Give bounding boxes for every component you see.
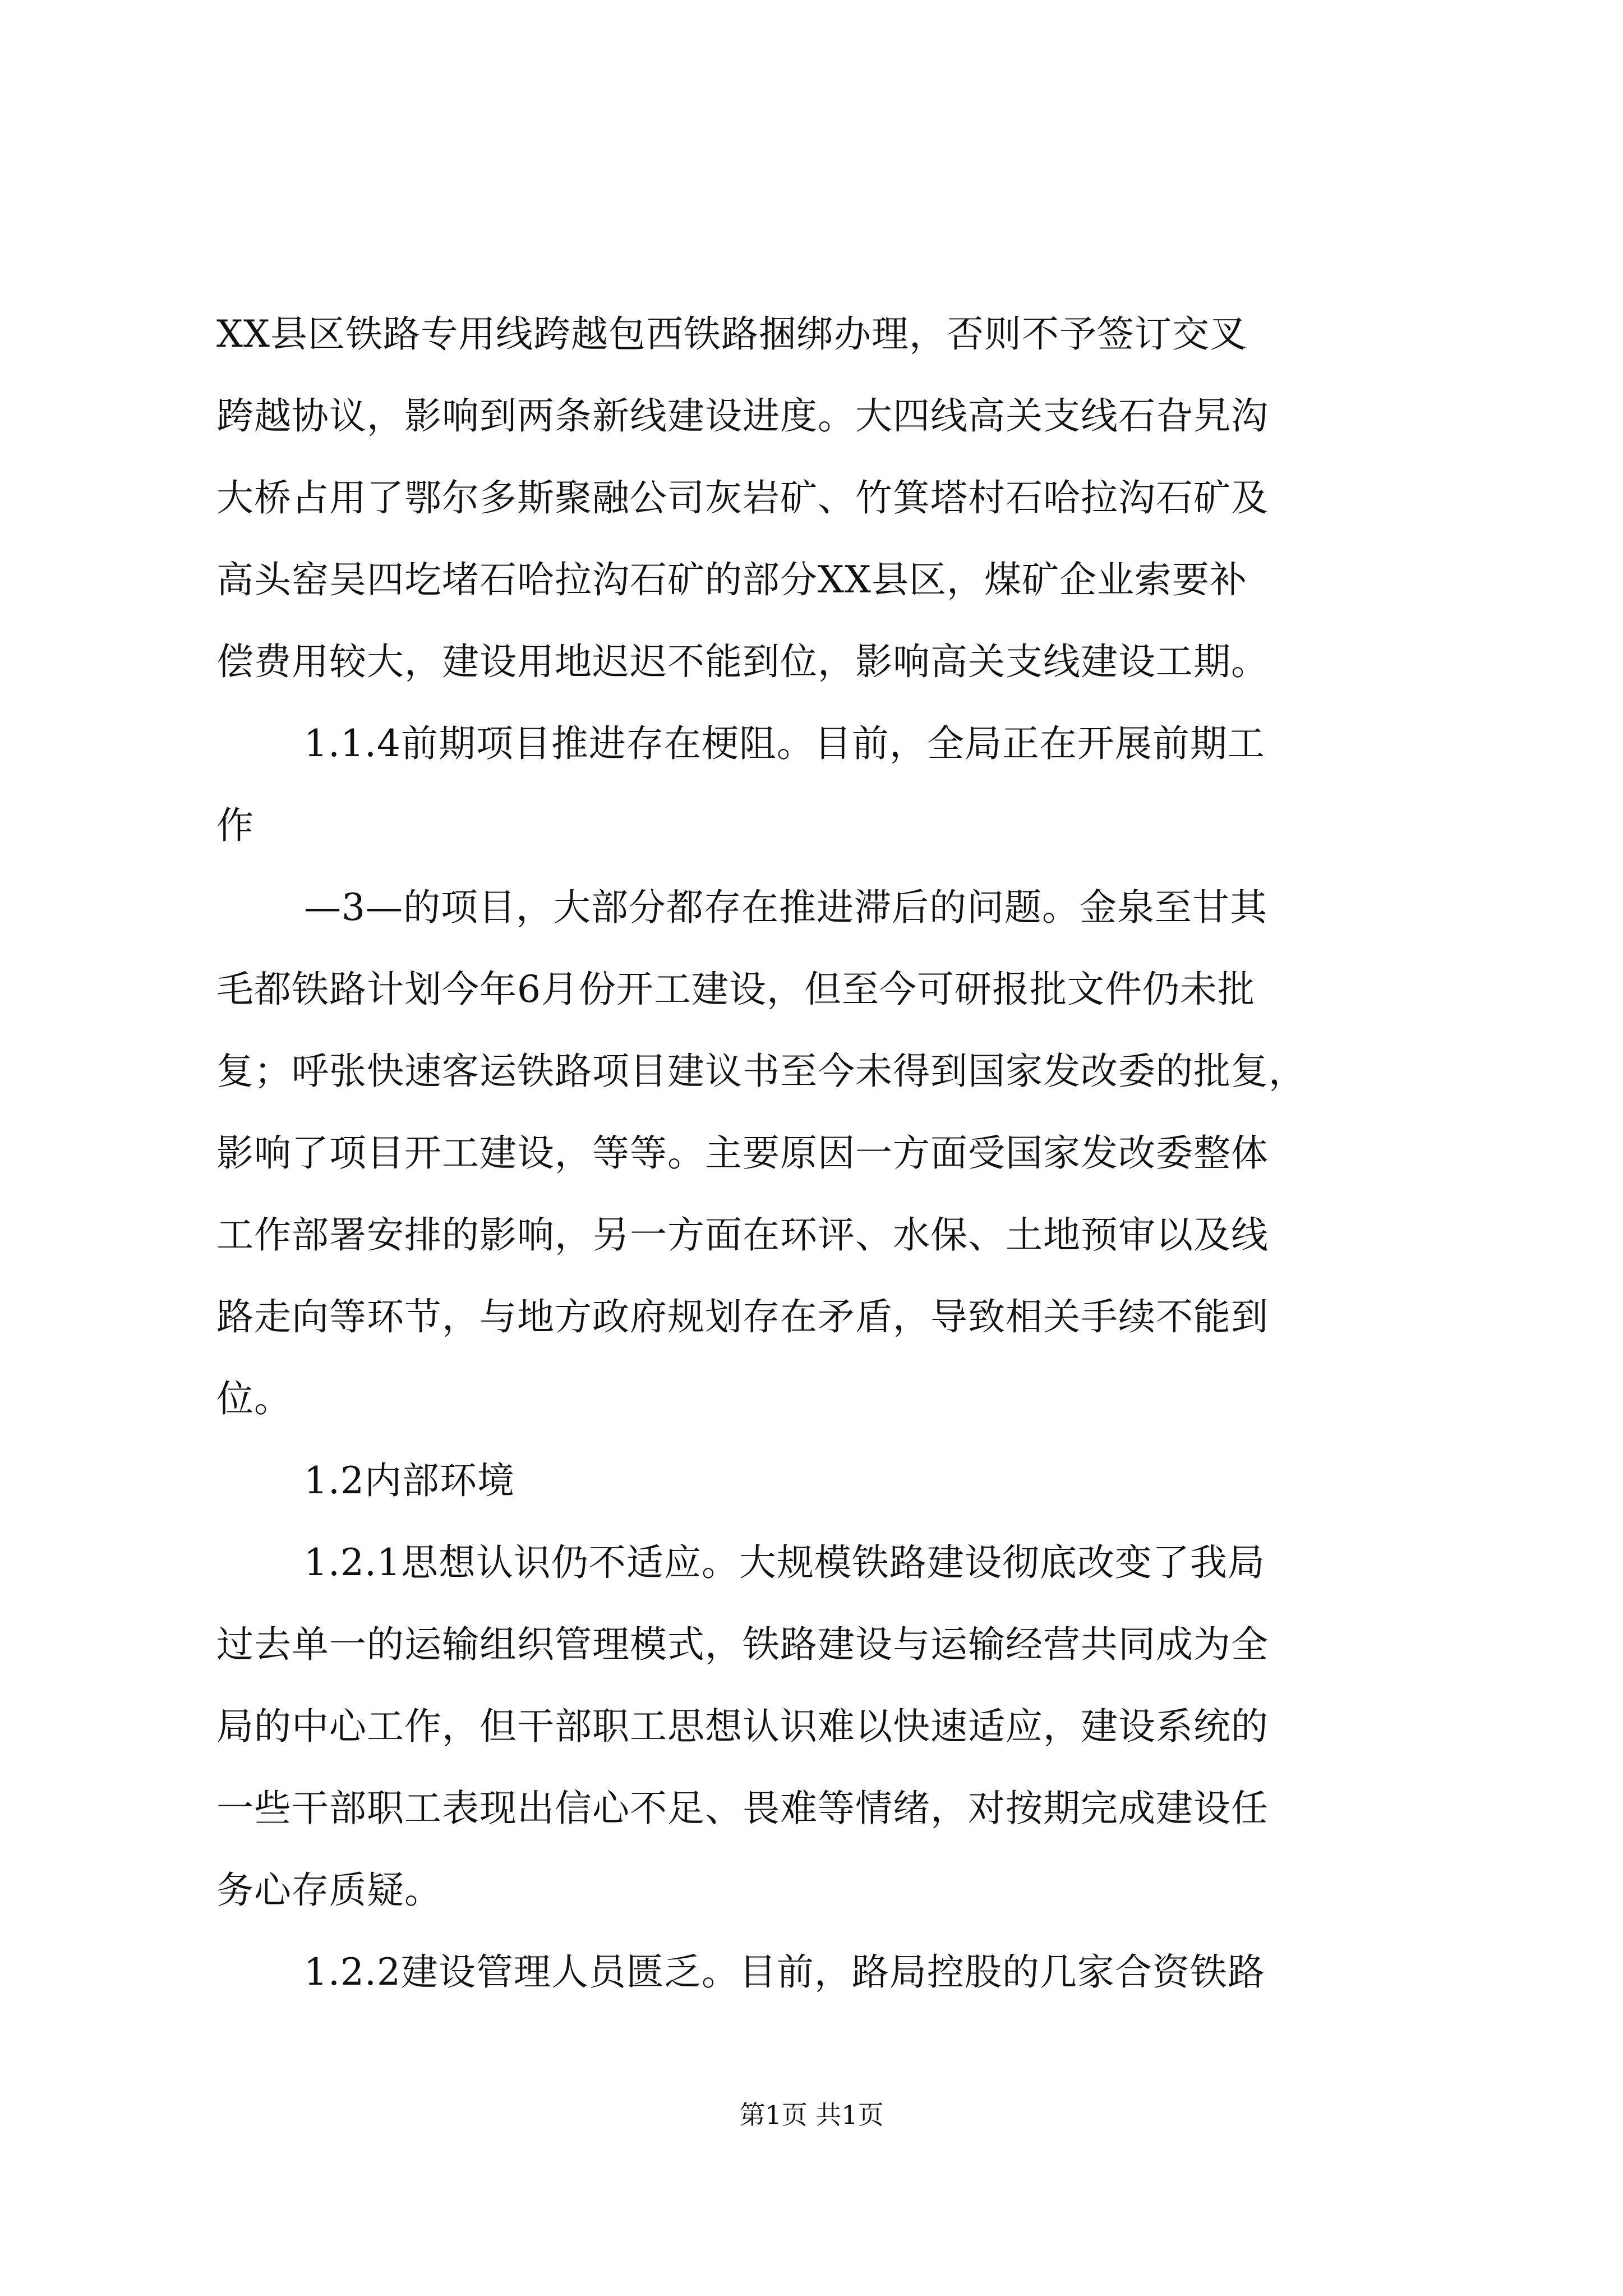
- paragraph-line: —3—的项目，大部分都存在推进滞后的问题。金泉至甘其: [304, 886, 1267, 929]
- paragraph-line: 位。: [216, 1377, 292, 1420]
- paragraph-line: 一些干部职工表现出信心不足、畏难等情绪，对按期完成建设任: [216, 1787, 1269, 1830]
- page-footer: 第1页 共1页: [739, 2100, 884, 2130]
- paragraph-line: 1.1.4前期项目推进存在梗阻。目前，全局正在开展前期工: [304, 722, 1265, 765]
- paragraph-line: 工作部署安排的影响，另一方面在环评、水保、土地预审以及线: [216, 1213, 1269, 1257]
- paragraph-line: 1.2.2建设管理人员匮乏。目前，路局控股的几家合资铁路: [304, 1950, 1265, 1994]
- paragraph-line: 过去单一的运输组织管理模式，铁路建设与运输经营共同成为全: [216, 1623, 1269, 1666]
- paragraph-line: 毛都铁路计划今年6月份开工建设，但至今可研报批文件仍未批: [216, 968, 1255, 1011]
- paragraph-line: 务心存质疑。: [216, 1869, 442, 1912]
- section-heading: 1.2内部环境: [304, 1459, 515, 1502]
- paragraph-line: 大桥占用了鄂尔多斯聚融公司灰岩矿、竹箕塔村石哈拉沟石矿及: [216, 476, 1269, 519]
- paragraph-line: 偿费用较大，建设用地迟迟不能到位，影响高关支线建设工期。: [216, 640, 1269, 683]
- paragraph-line: XX县区铁路专用线跨越包西铁路捆绑办理，否则不予签订交叉: [216, 312, 1247, 356]
- paragraph-line: 路走向等环节，与地方政府规划存在矛盾，导致相关手续不能到: [216, 1295, 1269, 1338]
- paragraph-line: 影响了项目开工建设，等等。主要原因一方面受国家发改委整体: [216, 1131, 1269, 1175]
- paragraph-line: 作: [216, 804, 254, 847]
- paragraph-line: 跨越协议，影响到两条新线建设进度。大四线高关支线石旮旯沟: [216, 394, 1269, 438]
- paragraph-line: 1.2.1思想认识仍不适应。大规模铁路建设彻底改变了我局: [304, 1541, 1265, 1584]
- paragraph-line: 局的中心工作，但干部职工思想认识难以快速适应，建设系统的: [216, 1705, 1269, 1748]
- paragraph-line: 复；呼张快速客运铁路项目建议书至今未得到国家发改委的批复，: [216, 1050, 1306, 1093]
- paragraph-line: 高头窑吴四圪堵石哈拉沟石矿的部分XX县区，煤矿企业索要补: [216, 558, 1247, 601]
